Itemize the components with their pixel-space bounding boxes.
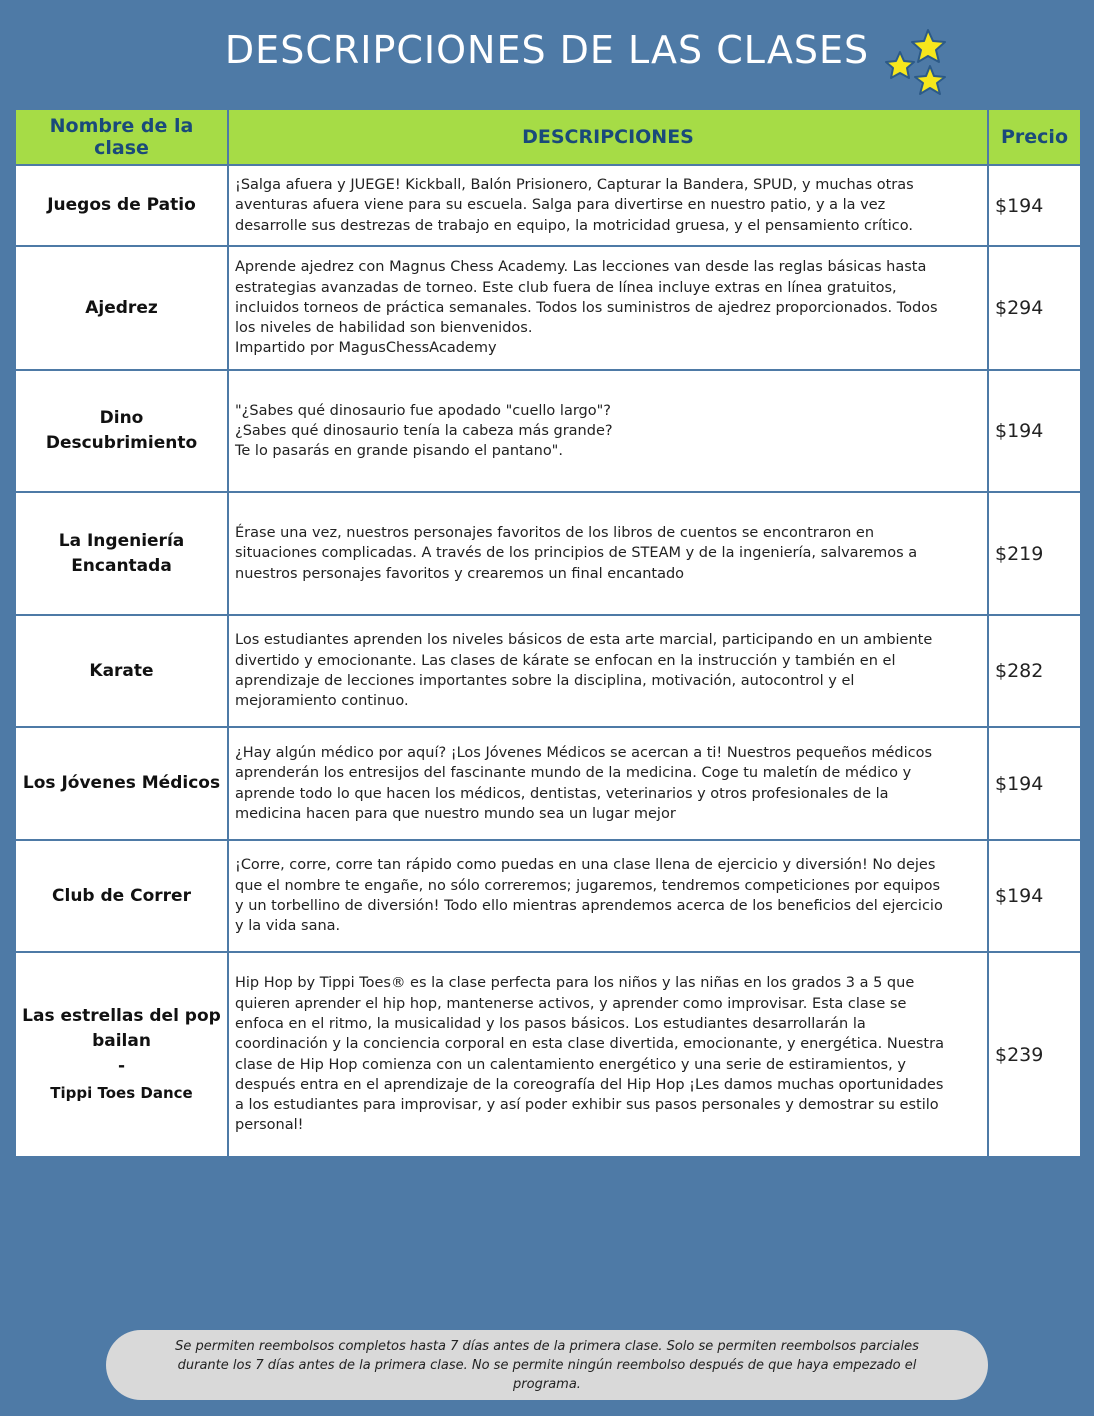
class-name-line: Juegos de Patio — [47, 195, 196, 215]
table-row — [15, 615, 1081, 727]
description-line: Aprende ajedrez con Magnus Chess Academy. Las lecciones van desde las reglas básicas hasta — [235, 259, 927, 276]
class-price: $219 — [988, 492, 1081, 615]
description-line: coordinación y la conciencia corporal en esta clase divertida, emocionante, y energética. Nuestra — [235, 1036, 944, 1053]
description-line: que el nombre te engañe, no sólo correremos; jugaremos, tendremos competiciones por equipos — [235, 877, 941, 894]
description-line: medicina hacen para que nuestro mundo sea un lugar mejor — [235, 805, 676, 822]
table-row — [15, 165, 1081, 246]
description-line: Hip Hop by Tippi Toes® es la clase perfecta para los niños y las niñas en los grados 3 a 5 que — [235, 975, 915, 992]
class-price: $239 — [988, 952, 1081, 1157]
class-description — [228, 952, 988, 1157]
class-description — [228, 370, 988, 492]
class-name-line: La Ingeniería — [58, 530, 185, 551]
description-line: ¡Salga afuera y JUEGE! Kickball, Balón Prisionero, Capturar la Bandera, SPUD, y muchas otras — [235, 177, 914, 194]
class-name — [15, 246, 228, 370]
class-name — [15, 952, 228, 1157]
description-line: divertido y emocionante. Las clases de kárate se enfocan en la instrucción y también en el — [235, 652, 896, 669]
class-name — [15, 615, 228, 727]
description-line: aventuras afuera viene para su escuela. Salga para divertirse en nuestro patio, y a la vez — [235, 197, 886, 214]
class-price: $194 — [988, 727, 1081, 840]
class-name — [15, 165, 228, 246]
description-line: Érase una vez, nuestros personajes favoritos de los libros de cuentos se encontraron en — [235, 525, 875, 542]
description-line: Los estudiantes aprenden los niveles básicos de esta arte marcial, participando en un ambiente — [235, 632, 933, 649]
class-description — [228, 615, 988, 727]
description-line: ¿Hay algún médico por aquí? ¡Los Jóvenes Médicos se acercan a ti! Nuestros pequeños médicos — [235, 744, 933, 761]
refund-notice-line: durante los 7 días antes de la primera clase. No se permite ningún reembolso después de que haya empezado el — [177, 1357, 917, 1373]
class-price: $294 — [988, 246, 1081, 370]
description-line: "¿Sabes qué dinosaurio fue apodado "cuello largo"? — [235, 402, 611, 419]
description-line: aprenderán los entresijos del fascinante mundo de la medicina. Coge tu maletín de médico y — [235, 765, 912, 782]
class-description — [228, 492, 988, 615]
refund-notice-text — [175, 1337, 919, 1394]
description-line: y la vida sana. — [235, 918, 341, 935]
header-class-name: Nombre de la clase — [15, 109, 228, 165]
class-description — [228, 165, 988, 246]
description-line: ¿Sabes qué dinosaurio tenía la cabeza más grande? — [235, 422, 613, 439]
description-line: mejoramiento continuo. — [235, 693, 409, 710]
description-line: situaciones complicadas. A través de los principios de STEAM y de la ingeniería, salvaremos a — [235, 545, 918, 562]
header-price: Precio — [988, 109, 1081, 165]
class-name — [15, 492, 228, 615]
description-line: nuestros personajes favoritos y crearemos un final encantado — [235, 565, 685, 582]
class-name-line: Los Jóvenes Médicos — [22, 773, 221, 793]
class-name-line: - — [117, 1055, 126, 1076]
description-line: incluidos torneos de práctica semanales. Todos los suministros de ajedrez proporcionados. Todos — [235, 299, 938, 316]
table-row — [15, 492, 1081, 615]
description-line: Te lo pasarás en grande pisando el pantano". — [235, 443, 563, 460]
class-description — [228, 727, 988, 840]
table-row — [15, 727, 1081, 840]
class-price: $194 — [988, 165, 1081, 246]
description-line: aprende todo lo que hacen los médicos, dentistas, veterinarios y otros profesionales de la — [235, 785, 889, 802]
class-name-line: Dino Descubrimiento — [45, 408, 198, 453]
class-name-line: Las estrellas del pop — [22, 1005, 221, 1026]
description-line: Impartido por MagusChessAcademy — [235, 340, 497, 357]
class-description — [228, 840, 988, 952]
class-name — [15, 840, 228, 952]
description-line: quieren aprender el hip hop, mantenerse activos, y aprender como improvisar. Esta clase se — [235, 995, 907, 1012]
description-line: después entra en el aprendizaje de la coreografía del Hip Hop ¡Les damos muchas oportunidades — [235, 1076, 944, 1093]
class-price: $194 — [988, 370, 1081, 492]
description-line: ¡Corre, corre, corre tan rápido como puedas en una clase llena de ejercicio y diversión! No dejes — [235, 857, 936, 874]
class-name — [15, 370, 228, 492]
description-line: enfoca en el ritmo, la musicalidad y los pasos básicos. Los estudiantes desarrollarán la — [235, 1015, 866, 1032]
stars-icon — [884, 28, 950, 100]
class-table — [14, 108, 1082, 1158]
class-name — [15, 727, 228, 840]
page-title: DESCRIPCIONES DE LAS CLASES — [224, 28, 870, 72]
class-price: $282 — [988, 615, 1081, 727]
table-row — [15, 952, 1081, 1157]
table-row — [15, 246, 1081, 370]
class-name-line: Encantada — [71, 555, 172, 576]
refund-notice-line: programa. — [513, 1376, 581, 1392]
description-line: a los estudiantes para improvisar, y así poder exhibir sus pasos personales y demostrar su estilo — [235, 1097, 939, 1114]
class-subname: Tippi Toes Dance — [50, 1083, 193, 1102]
table-row — [15, 840, 1081, 952]
class-name-line: Club de Correr — [52, 885, 191, 906]
class-name-line: Karate — [89, 660, 154, 681]
class-price: $194 — [988, 840, 1081, 952]
refund-notice — [106, 1330, 988, 1400]
class-description — [228, 246, 988, 370]
description-line: y un torbellino de diversión! Todo ello mientras aprendemos acerca de los beneficios del ejercicio — [235, 898, 943, 914]
class-name-line: bailan — [92, 1030, 151, 1051]
refund-notice-line: Se permiten reembolsos completos hasta 7 días antes de la primera clase. Solo se permiten reembolsos parciales — [175, 1338, 919, 1354]
description-line: los niveles de habilidad son bienvenidos. — [235, 320, 533, 337]
description-line: personal! — [235, 1117, 304, 1134]
class-name-line: Ajedrez — [85, 297, 158, 318]
table-row — [15, 370, 1081, 492]
header-descriptions: DESCRIPCIONES — [228, 109, 988, 165]
table-header-row — [15, 109, 1081, 165]
description-line: estrategias avanzadas de torneo. Este club fuera de línea incluye extras en línea gratuitos, — [235, 279, 897, 296]
description-line: aprendizaje de lecciones importantes sobre la disciplina, motivación, autocontrol y el — [235, 673, 855, 689]
description-line: desarrolle sus destrezas de trabajo en equipo, la motricidad gruesa, y el pensamiento crítico. — [235, 217, 913, 234]
description-line: clase de Hip Hop comienza con un calentamiento energético y una serie de estiramientos, y — [235, 1056, 906, 1073]
